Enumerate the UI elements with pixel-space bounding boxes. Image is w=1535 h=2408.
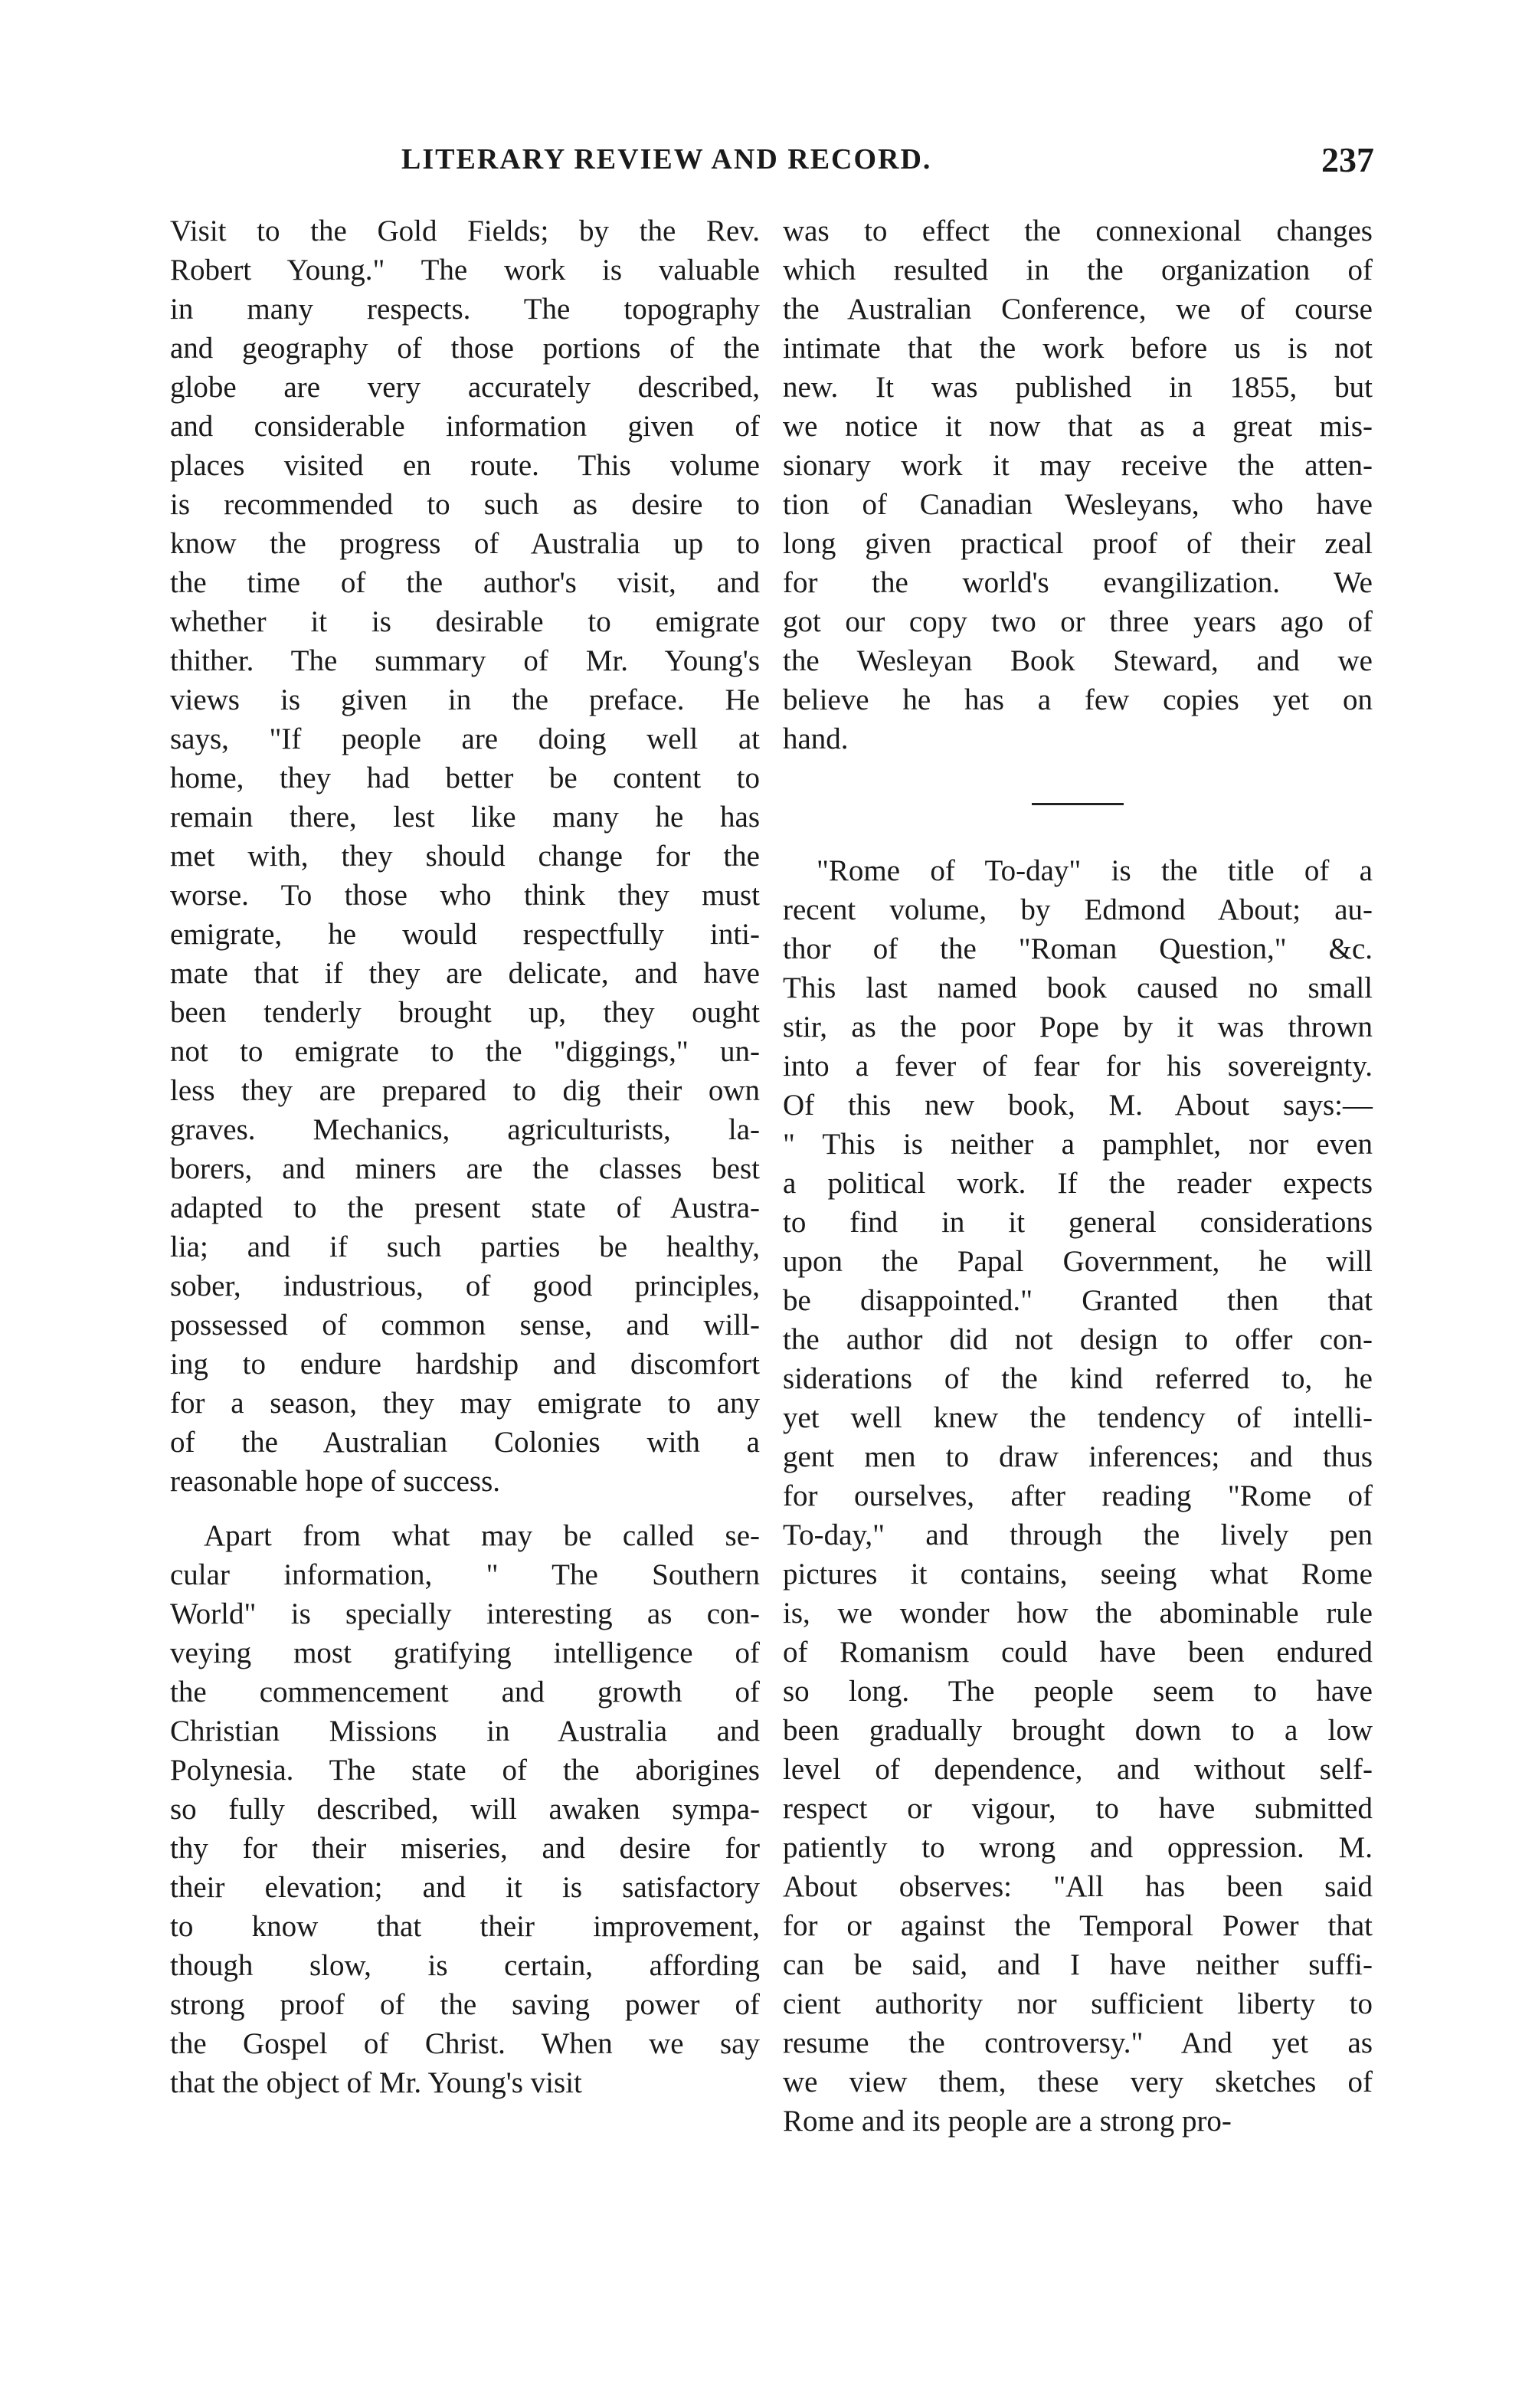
text-line: of Romanism could have been endured xyxy=(783,1636,1373,1669)
text-line: the Wesleyan Book Steward, and we xyxy=(783,644,1373,677)
text-line: whether it is desirable to emigrate xyxy=(170,605,760,638)
text-line: Of this new book, M. About says:— xyxy=(783,1089,1373,1122)
text-line: to find in it general considerations xyxy=(783,1206,1373,1239)
text-line: less they are prepared to dig their own xyxy=(170,1074,760,1107)
text-line: and considerable information given of xyxy=(170,410,760,443)
left-paragraph-2 xyxy=(170,1516,760,2102)
text-line: and geography of those portions of the xyxy=(170,332,760,365)
text-line: To-day," and through the lively pen xyxy=(783,1519,1373,1551)
text-line: cular information, " The Southern xyxy=(170,1558,760,1591)
text-line: This last named book caused no small xyxy=(783,971,1373,1004)
text-line: be disappointed." Granted then that xyxy=(783,1284,1373,1317)
text-line: thither. The summary of Mr. Young's xyxy=(170,644,760,677)
text-line: believe he has a few copies yet on xyxy=(783,683,1373,716)
text-line: thor of the "Roman Question," &c. xyxy=(783,932,1373,965)
text-line: cient authority nor sufficient liberty to xyxy=(783,1987,1373,2020)
text-line: strong proof of the saving power of xyxy=(170,1988,760,2021)
text-line: Rome and its people are a strong pro- xyxy=(783,2105,1232,2138)
text-line: to know that their improvement, xyxy=(170,1910,760,1943)
text-line: remain there, lest like many he has xyxy=(170,801,760,834)
text-line: Robert Young." The work is valuable xyxy=(170,254,760,287)
text-line: adapted to the present state of Austra- xyxy=(170,1191,760,1224)
text-line: which resulted in the organization of xyxy=(783,254,1373,287)
text-line: graves. Mechanics, agriculturists, la- xyxy=(170,1113,760,1146)
text-line: that the object of Mr. Young's visit xyxy=(170,2066,582,2099)
text-line: we view them, these very sketches of xyxy=(783,2066,1373,2098)
text-line: World" is specially interesting as con- xyxy=(170,1597,760,1630)
text-line: a political work. If the reader expects xyxy=(783,1167,1373,1200)
text-line: recent volume, by Edmond About; au- xyxy=(783,893,1373,926)
text-line: upon the Papal Government, he will xyxy=(783,1245,1373,1278)
text-line: for a season, they may emigrate to any xyxy=(170,1387,760,1420)
text-line: sober, industrious, of good principles, xyxy=(170,1270,760,1302)
text-line: Apart from what may be called se- xyxy=(204,1519,760,1552)
text-line: tion of Canadian Wesleyans, who have xyxy=(783,488,1373,521)
text-line: Christian Missions in Australia and xyxy=(170,1715,760,1748)
text-line: About observes: "All has been said xyxy=(783,1870,1373,1903)
text-line: emigrate, he would respectfully inti- xyxy=(170,918,760,951)
text-line: siderations of the kind referred to, he xyxy=(783,1362,1373,1395)
text-line: into a fever of fear for his sovereignty. xyxy=(783,1050,1373,1083)
text-line: says, "If people are doing well at xyxy=(170,722,760,755)
running-title: LITERARY REVIEW AND RECORD. xyxy=(401,143,932,175)
left-paragraph-1 xyxy=(170,211,760,1501)
text-line: can be said, and I have neither suffi- xyxy=(783,1948,1373,1981)
text-line: of the Australian Colonies with a xyxy=(170,1426,760,1459)
text-line: yet well knew the tendency of intelli- xyxy=(783,1401,1373,1434)
text-line: been tenderly brought up, they ought xyxy=(170,996,760,1029)
text-line: ing to endure hardship and discomfort xyxy=(170,1348,760,1381)
text-line: borers, and miners are the classes best xyxy=(170,1152,760,1185)
text-line: pictures it contains, seeing what Rome xyxy=(783,1558,1373,1591)
text-line: patiently to wrong and oppression. M. xyxy=(783,1831,1373,1864)
text-line: is recommended to such as desire to xyxy=(170,488,760,521)
text-line: not to emigrate to the "diggings," un- xyxy=(170,1035,760,1068)
text-line: the Australian Conference, we of course xyxy=(783,293,1373,326)
text-line: new. It was published in 1855, but xyxy=(783,371,1373,404)
left-column xyxy=(170,211,760,2102)
text-line: respect or vigour, to have submitted xyxy=(783,1792,1373,1825)
text-line: though slow, is certain, affording xyxy=(170,1949,760,1982)
page-number: 237 xyxy=(1321,140,1374,179)
text-line: worse. To those who think they must xyxy=(170,879,760,912)
text-line: lia; and if such parties be healthy, xyxy=(170,1230,760,1263)
right-paragraph-1 xyxy=(783,211,1373,758)
text-line: globe are very accurately described, xyxy=(170,371,760,404)
text-line: the commencement and growth of xyxy=(170,1676,760,1709)
text-line: for ourselves, after reading "Rome of xyxy=(783,1479,1373,1512)
text-line: hand. xyxy=(783,722,849,755)
text-line: got our copy two or three years ago of xyxy=(783,605,1373,638)
text-line: is, we wonder how the abominable rule xyxy=(783,1597,1373,1630)
text-line: "Rome of To-day" is the title of a xyxy=(817,854,1373,887)
text-line: " This is neither a pamphlet, nor even xyxy=(783,1128,1373,1161)
text-line: reasonable hope of success. xyxy=(170,1465,500,1498)
running-head xyxy=(172,140,1374,188)
text-line: met with, they should change for the xyxy=(170,840,760,873)
text-line: the time of the author's visit, and xyxy=(170,566,760,599)
text-line: long given practical proof of their zeal xyxy=(783,527,1373,560)
section-divider xyxy=(1032,803,1124,805)
text-line: Polynesia. The state of the aborigines xyxy=(170,1754,760,1787)
right-column xyxy=(783,211,1373,2141)
text-line: level of dependence, and without self- xyxy=(783,1753,1373,1786)
text-line: intimate that the work before us is not xyxy=(783,332,1373,365)
text-line: so long. The people seem to have xyxy=(783,1675,1373,1708)
text-line: mate that if they are delicate, and have xyxy=(170,957,760,990)
text-line: for the world's evangilization. We xyxy=(783,566,1373,599)
text-line: the author did not design to offer con- xyxy=(783,1323,1373,1356)
right-paragraph-2 xyxy=(783,851,1373,2141)
text-line: views is given in the preface. He xyxy=(170,683,760,716)
text-line: so fully described, will awaken sympa- xyxy=(170,1793,760,1826)
text-line: stir, as the poor Pope by it was thrown xyxy=(783,1011,1373,1043)
text-line: was to effect the connexional changes xyxy=(783,215,1373,247)
text-line: we notice it now that as a great mis- xyxy=(783,410,1373,443)
text-line: sionary work it may receive the atten- xyxy=(783,449,1373,482)
text-line: their elevation; and it is satisfactory xyxy=(170,1871,760,1904)
text-line: in many respects. The topography xyxy=(170,293,760,326)
text-line: for or against the Temporal Power that xyxy=(783,1909,1373,1942)
text-line: possessed of common sense, and will- xyxy=(170,1309,760,1342)
text-line: gent men to draw inferences; and thus xyxy=(783,1440,1373,1473)
text-line: know the progress of Australia up to xyxy=(170,527,760,560)
text-line: home, they had better be content to xyxy=(170,762,760,794)
text-line: been gradually brought down to a low xyxy=(783,1714,1373,1747)
text-line: thy for their miseries, and desire for xyxy=(170,1832,760,1865)
text-line: veying most gratifying intelligence of xyxy=(170,1636,760,1669)
text-line: resume the controversy." And yet as xyxy=(783,2026,1373,2059)
text-line: Visit to the Gold Fields; by the Rev. xyxy=(170,215,760,247)
text-line: places visited en route. This volume xyxy=(170,449,760,482)
text-line: the Gospel of Christ. When we say xyxy=(170,2027,760,2060)
